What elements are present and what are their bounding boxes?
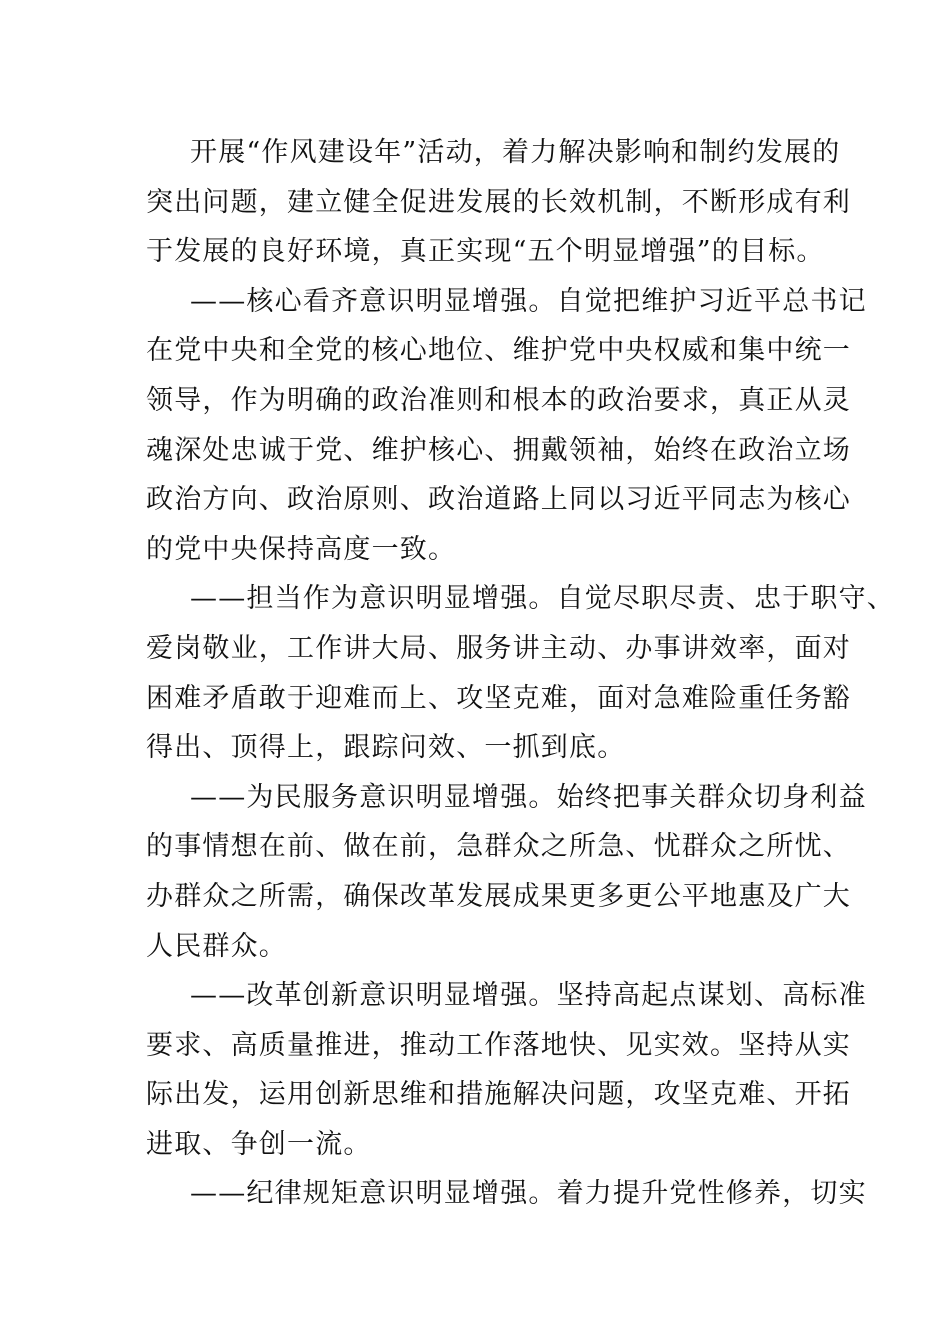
text-line: ——纪律规矩意识明显增强。着力提升党性修养，切实 (190, 1178, 867, 1210)
text-line: 突出问题，建立健全促进发展的长效机制，不断形成有利 (146, 186, 851, 218)
text-line: 办群众之所需，确保改革发展成果更多更公平地惠及广大 (146, 880, 851, 912)
text-line: ——改革创新意识明显增强。坚持高起点谋划、高标准 (190, 980, 867, 1012)
text-line: 爱岗敬业，工作讲大局、服务讲主动、办事讲效率，面对 (146, 632, 851, 664)
text-line: 的事情想在前、做在前，急群众之所急、忧群众之所忧、 (146, 831, 851, 863)
text-line: 在党中央和全党的核心地位、维护党中央权威和集中统一 (146, 335, 851, 367)
text-line: ——担当作为意识明显增强。自觉尽职尽责、忠于职守、 (190, 583, 895, 615)
paragraph-discipline (146, 1169, 867, 1219)
text-line: 政治方向、政治原则、政治道路上同以习近平同志为核心 (146, 484, 851, 516)
text-line: 要求、高质量推进，推动工作落地快、见实效。坚持从实 (146, 1029, 851, 1061)
text-line: 际出发，运用创新思维和措施解决问题，攻坚克难、开拓 (146, 1079, 851, 1111)
text-line: 于发展的良好环境，真正实现“五个明显增强”的目标。 (146, 236, 825, 268)
document-body (146, 128, 895, 1219)
text-line: 得出、顶得上，跟踪问效、一抓到底。 (146, 732, 626, 764)
paragraph-public-service (146, 773, 867, 971)
text-line: 进取、争创一流。 (146, 1128, 372, 1160)
text-line: 人民群众。 (146, 930, 287, 962)
text-line: 开展“作风建设年”活动，着力解决影响和制约发展的 (190, 137, 841, 168)
text-line: 的党中央保持高度一致。 (146, 533, 457, 565)
paragraph-responsibility (146, 574, 895, 772)
text-line: 困难矛盾敢于迎难而上、攻坚克难，面对急难险重任务豁 (146, 682, 851, 714)
paragraph-core-alignment (146, 277, 867, 575)
text-line: ——核心看齐意识明显增强。自觉把维护习近平总书记 (190, 285, 867, 317)
text-line: ——为民服务意识明显增强。始终把事关群众切身利益 (190, 781, 867, 813)
paragraph-intro (146, 128, 851, 277)
paragraph-reform-innovation (146, 971, 867, 1169)
text-line: 魂深处忠诚于党、维护核心、拥戴领袖，始终在政治立场 (146, 434, 851, 466)
text-line: 领导，作为明确的政治准则和根本的政治要求，真正从灵 (146, 384, 851, 416)
